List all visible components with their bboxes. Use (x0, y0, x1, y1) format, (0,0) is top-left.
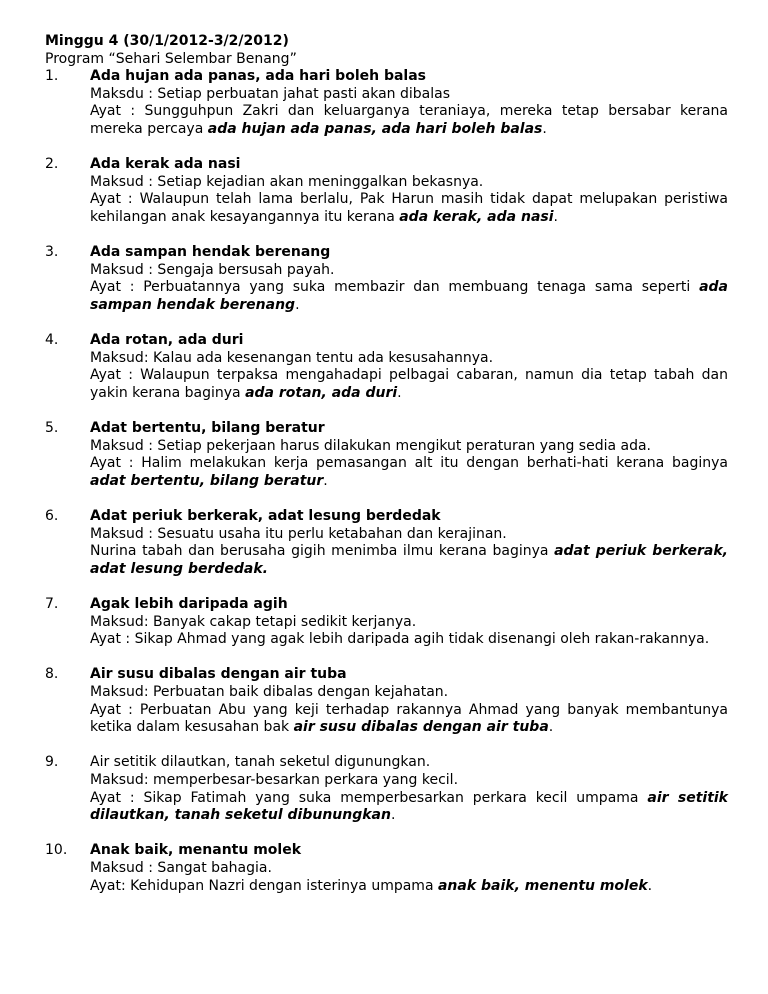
ayat-emphasis: air susu dibalas dengan air tuba (293, 719, 549, 736)
peribahasa-heading: 1. Ada hujan ada panas, ada hari boleh balas (45, 68, 426, 85)
item-number: 5. (45, 420, 59, 437)
peribahasa-heading: 8. Air susu dibalas dengan air tuba (45, 666, 347, 683)
document-page (45, 33, 728, 895)
ayat-text: Ayat : Sikap Fatimah yang suka memperbesarkan perkara kecil umpama air setitik dilautkan, tanah seketul dibunungkan. (90, 789, 728, 824)
ayat-emphasis: ada sampan hendak berenang (90, 279, 728, 313)
ayat-text: Ayat: Kehidupan Nazri dengan isterinya umpama anak baik, menentu molek. (90, 877, 653, 894)
peribahasa-heading: 7. Agak lebih daripada agih (45, 596, 288, 612)
ayat-emphasis: anak baik, menentu molek (437, 877, 648, 894)
ayat-text: Ayat : Sungguhpun Zakri dan keluarganya teraniaya, mereka tetap bersabar kerana mereka percaya ada hujan ada panas, ada hari boleh balas. (90, 103, 728, 137)
ayat-text: Ayat : Perbuatan Abu yang keji terhadap rakannya Ahmad yang banyak membantunya ketika dalam kesusahan bak air susu dibalas dengan air tuba. (90, 701, 728, 736)
list-item (45, 754, 728, 824)
list-item (45, 156, 728, 226)
item-body (45, 350, 728, 403)
item-body (45, 614, 728, 649)
maksud-text: Maksud : Setiap pekerjaan harus dilakukan mengikut peraturan yang sedia ada. (90, 437, 651, 454)
maksud-text: Maksud : Sesuatu usaha itu perlu ketabahan dan kerajinan. (90, 525, 507, 542)
maksud-text: Maksud : Sangat bahagia. (90, 859, 272, 876)
document-title: Minggu 4 (30/1/2012-3/2/2012) (45, 33, 289, 49)
list-item (45, 332, 728, 402)
ayat-text: Ayat : Sikap Ahmad yang agak lebih daripada agih tidak disenangi oleh rakan-rakannya. (90, 631, 710, 648)
peribahasa-heading: 10. Anak baik, menantu molek (45, 842, 302, 859)
ayat-emphasis: adat periuk berkerak, adat lesung berdedak. (90, 543, 728, 577)
program-subtitle: Program “Sehari Selembar Benang” (45, 50, 297, 67)
maksud-text: Maksud : Setiap kejadian akan meninggalkan bekasnya. (90, 173, 484, 190)
maksud-text: Maksud: Banyak cakap tetapi sedikit kerjanya. (90, 613, 417, 630)
list-item (45, 596, 728, 649)
list-item (45, 666, 728, 736)
peribahasa-heading: 3. Ada sampan hendak berenang (45, 244, 331, 261)
item-number: 3. (45, 244, 59, 261)
list-item (45, 420, 728, 490)
peribahasa-heading: 9. Air setitik dilautkan, tanah seketul digunungkan. (45, 754, 431, 771)
item-number: 7. (45, 596, 59, 612)
maksud-text: Maksud: memperbesar-besarkan perkara yang kecil. (90, 771, 459, 788)
maksud-text: Maksdu : Setiap perbuatan jahat pasti akan dibalas (90, 85, 451, 102)
item-body (45, 860, 728, 895)
ayat-emphasis: ada rotan, ada duri (245, 384, 398, 401)
peribahasa-heading: 5. Adat bertentu, bilang beratur (45, 420, 325, 437)
item-body (45, 772, 728, 825)
peribahasa-heading: 6. Adat periuk berkerak, adat lesung berdedak (45, 508, 441, 525)
maksud-text: Maksud : Sengaja bersusah payah. (90, 261, 335, 278)
item-body (45, 438, 728, 491)
item-body (45, 86, 728, 139)
maksud-text: Maksud: Perbuatan baik dibalas dengan kejahatan. (90, 683, 449, 700)
item-number: 10. (45, 842, 68, 859)
ayat-emphasis: ada kerak, ada nasi (399, 208, 554, 225)
item-number: 6. (45, 508, 59, 525)
ayat-emphasis: ada hujan ada panas, ada hari boleh balas (207, 120, 543, 137)
item-body (45, 262, 728, 315)
item-number: 9. (45, 754, 59, 771)
ayat-text: Ayat : Halim melakukan kerja pemasangan alt itu dengan berhati-hati kerana baginya adat bertentu, bilang beratur. (90, 455, 728, 489)
list-item (45, 68, 728, 138)
item-body (45, 684, 728, 737)
item-number: 8. (45, 666, 59, 683)
maksud-text: Maksud: Kalau ada kesenangan tentu ada kesusahannya. (90, 349, 494, 366)
ayat-text: Ayat : Walaupun telah lama berlalu, Pak Harun masih tidak dapat melupakan peristiwa kehilangan anak kesayangannya itu kerana ada kerak, ada nasi. (90, 191, 728, 225)
item-number: 1. (45, 68, 59, 85)
ayat-text: Ayat : Perbuatannya yang suka membazir dan membuang tenaga sama seperti ada sampan hendak berenang. (90, 279, 728, 313)
list-item (45, 508, 728, 578)
list-item (45, 842, 728, 895)
ayat-text: Nurina tabah dan berusaha gigih menimba ilmu kerana baginya adat periuk berkerak, adat lesung berdedak. (90, 543, 728, 577)
ayat-text: Ayat : Walaupun terpaksa mengahadapi pelbagai cabaran, namun dia tetap tabah dan yakin kerana baginya ada rotan, ada duri. (90, 367, 728, 401)
item-number: 4. (45, 332, 59, 349)
list-item (45, 244, 728, 314)
ayat-emphasis: adat bertentu, bilang beratur (90, 472, 324, 489)
ayat-emphasis: air setitik dilautkan, tanah seketul dibunungkan (90, 789, 728, 824)
item-body (45, 526, 728, 579)
item-number: 2. (45, 156, 59, 173)
peribahasa-heading: 2. Ada kerak ada nasi (45, 156, 241, 173)
peribahasa-heading: 4. Ada rotan, ada duri (45, 332, 244, 349)
item-body (45, 174, 728, 227)
